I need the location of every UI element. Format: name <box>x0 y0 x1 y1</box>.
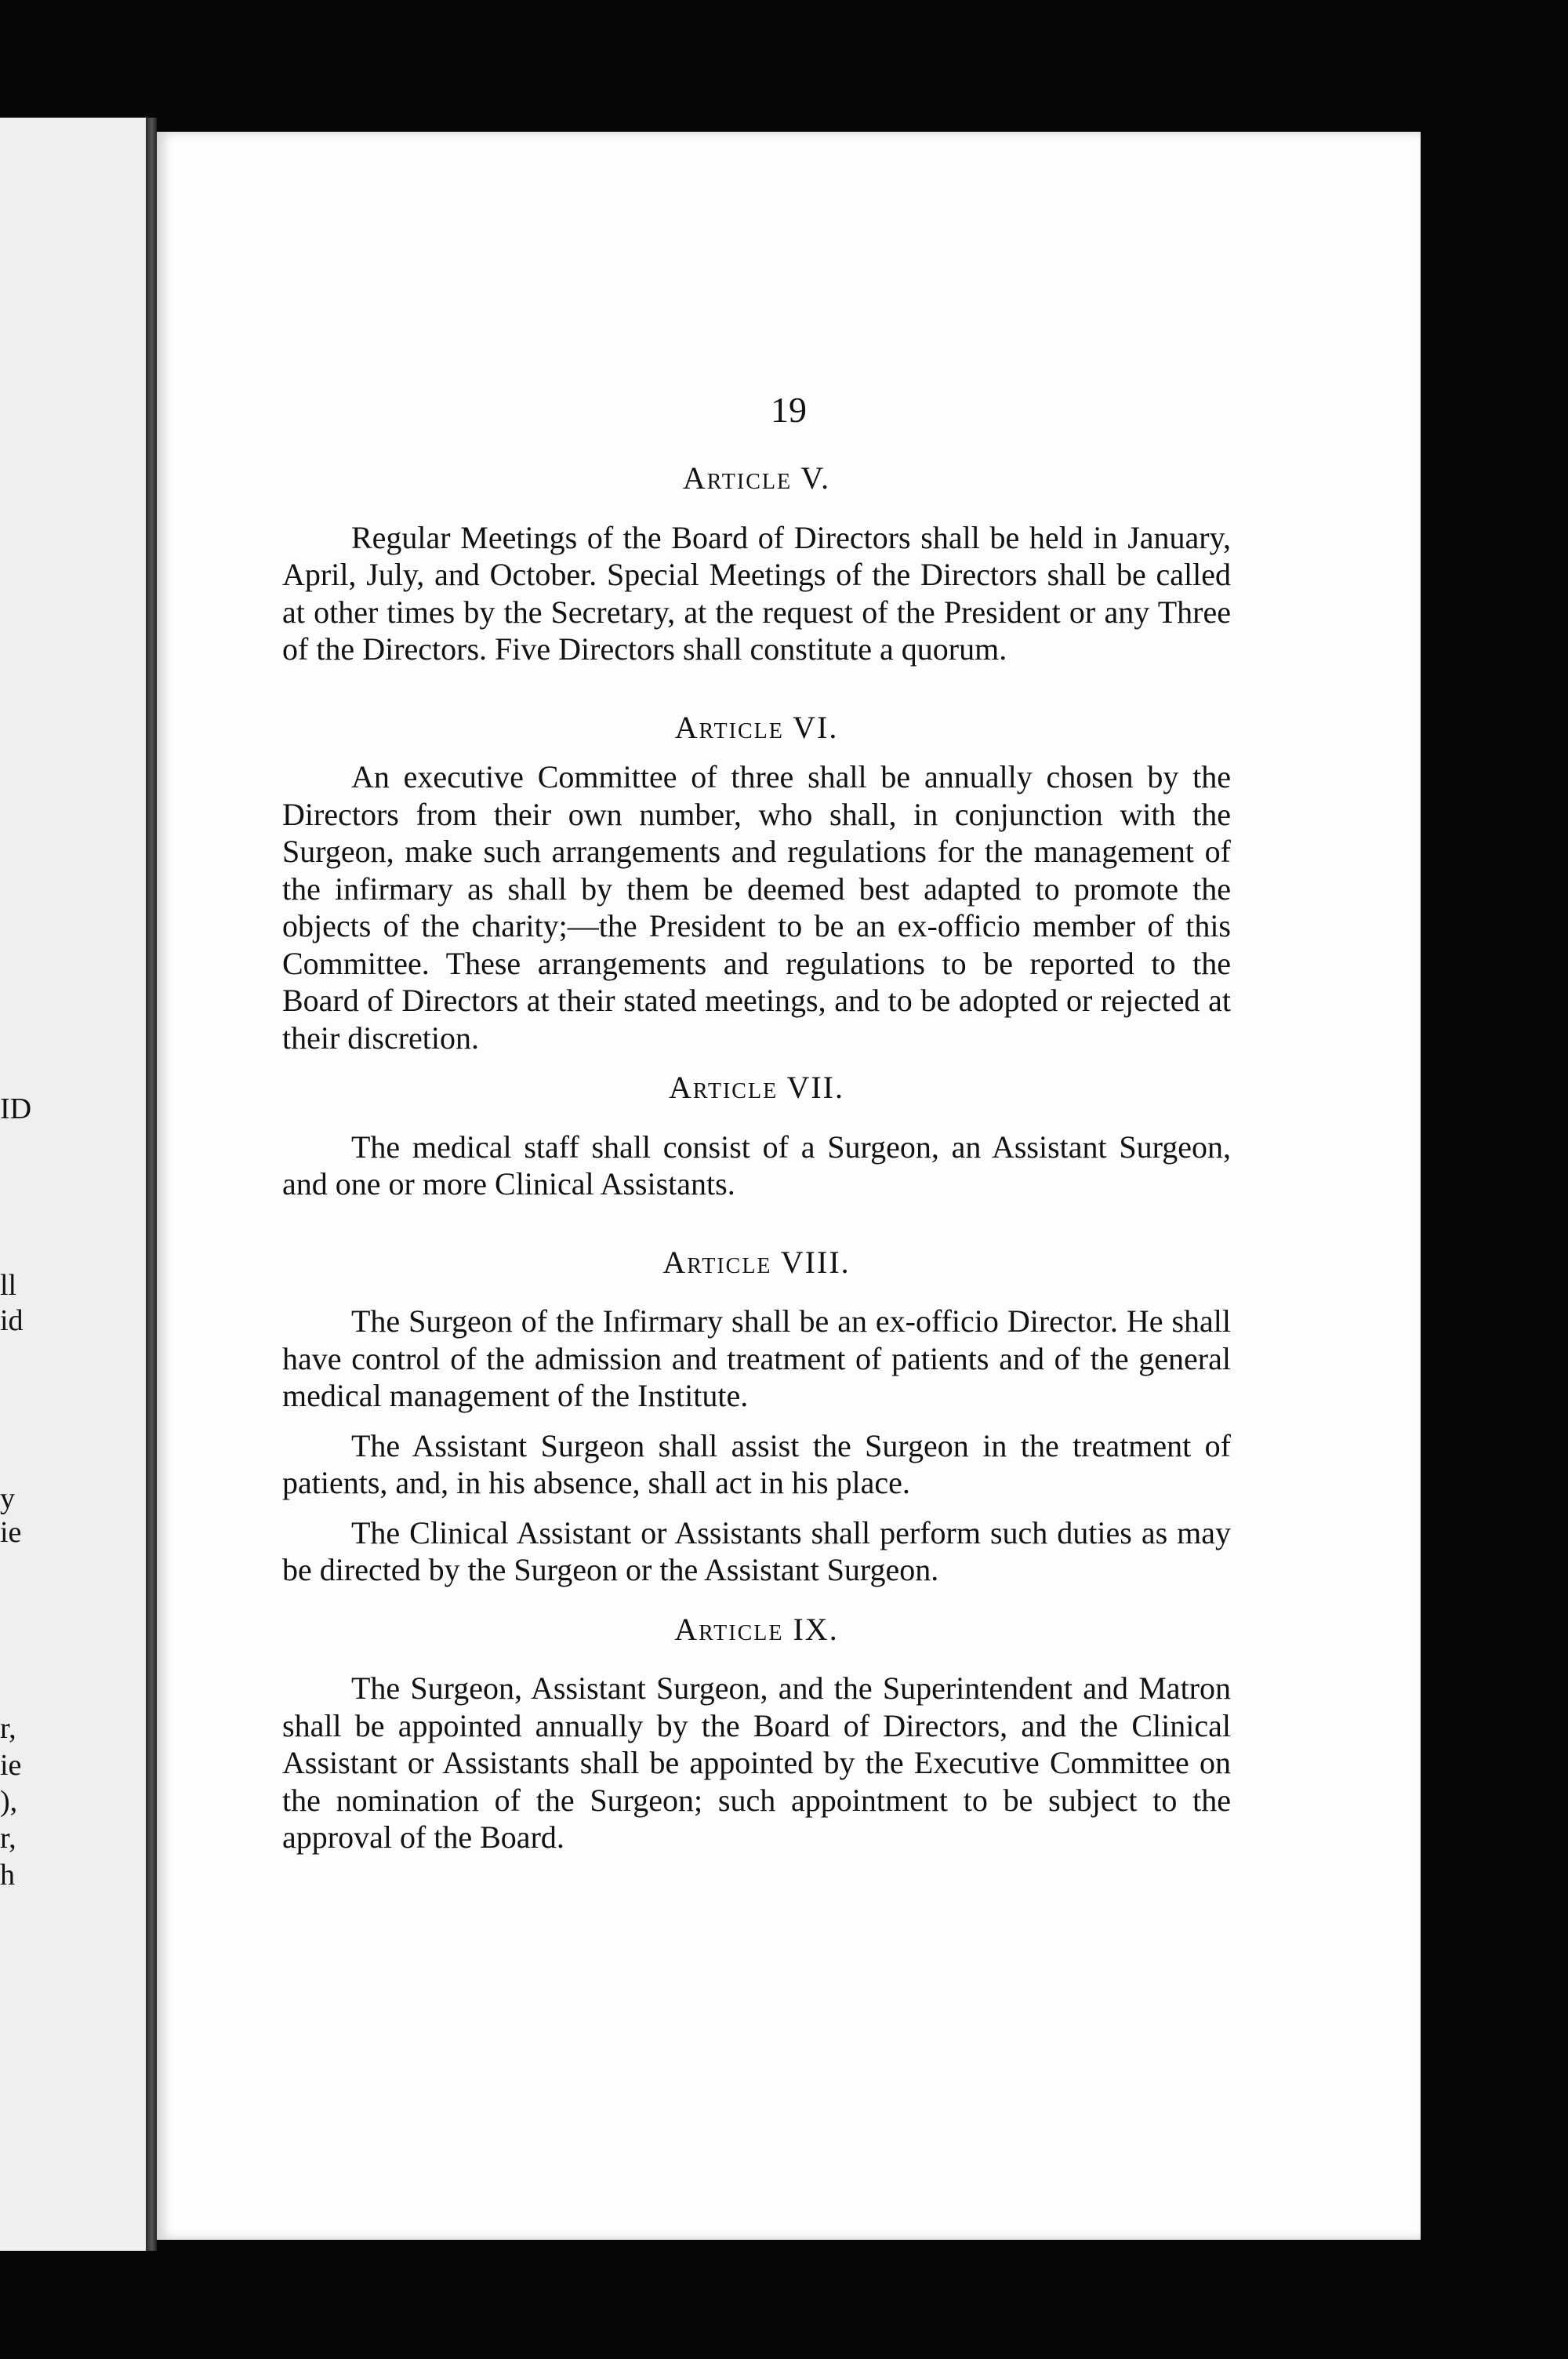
article-8 <box>282 1244 1231 1589</box>
margin-fragment: ie <box>0 1749 22 1782</box>
page <box>157 132 1421 2240</box>
article-7 <box>282 1069 1231 1203</box>
margin-fragment: y <box>0 1482 15 1515</box>
article-9 <box>282 1611 1231 1856</box>
article-heading: Article VI. <box>674 709 839 745</box>
article-heading: Article VII. <box>669 1070 844 1105</box>
article-paragraph: The Assistant Surgeon shall assist the Surgeon in the treatment of patients, and, in his absence, shall act in his place. <box>282 1427 1231 1500</box>
book-gutter <box>146 118 157 2251</box>
margin-fragment: id <box>0 1304 24 1337</box>
article-paragraph: The Clinical Assistant or Assistants shall perform such duties as may be directed by the Surgeon or the Assistant Surgeon. <box>282 1514 1231 1587</box>
margin-fragment: r, <box>0 1712 16 1745</box>
facing-page-edge <box>0 118 149 2251</box>
article-paragraph: An executive Committee of three shall be annually chosen by the Directors from their own number, who shall, in conjunction with the Surgeon, make such arrangements and regulations for the management of the infirmary as shall by them be deemed best adapted to promote the objects of the charity;—the President to be an ex-officio member of this Committee. These arrangements and regulations to be reported to the Board of Directors at their stated meetings, and to be adopted or rejected at their discretion. <box>282 759 1231 1056</box>
margin-fragment: ), <box>0 1785 18 1818</box>
facing-page-margin-text <box>0 118 149 2251</box>
article-paragraph: The Surgeon, Assistant Surgeon, and the Superintendent and Matron shall be appointed annually by the Board of Directors, and the Clinical Assistant or Assistants shall be appointed by the Executive Committee on the nomination of the Surgeon; such appointment to be subject to the approval of the Board. <box>282 1670 1231 1855</box>
article-paragraph: The medical staff shall consist of a Surgeon, an Assistant Surgeon, and one or more Clinical Assistants. <box>282 1129 1231 1201</box>
margin-fragment: ID <box>0 1092 32 1125</box>
article-5 <box>282 460 1231 668</box>
article-heading: Article V. <box>682 460 831 496</box>
page-number: 19 <box>771 390 807 430</box>
page-body <box>282 460 1231 1856</box>
margin-fragment: r, <box>0 1822 16 1855</box>
article-heading: Article VIII. <box>662 1244 851 1280</box>
article-heading: Article IX. <box>674 1611 839 1647</box>
margin-fragment: h <box>0 1859 15 1892</box>
margin-fragment: ll <box>0 1269 17 1302</box>
article-paragraph: The Surgeon of the Infirmary shall be an ex-officio Director. He shall have control of the admission and treatment of patients and of the general medical management of the Institute. <box>282 1303 1231 1413</box>
article-paragraph: Regular Meetings of the Board of Directors shall be held in January, April, July, and October. Special Meetings of the Directors shall be called at other times by the Secretary, at the request of the President or any Three of the Directors. Five Directors shall constitute a quorum. <box>282 519 1231 667</box>
margin-fragment: ie <box>0 1516 22 1549</box>
article-6 <box>282 709 1231 1057</box>
